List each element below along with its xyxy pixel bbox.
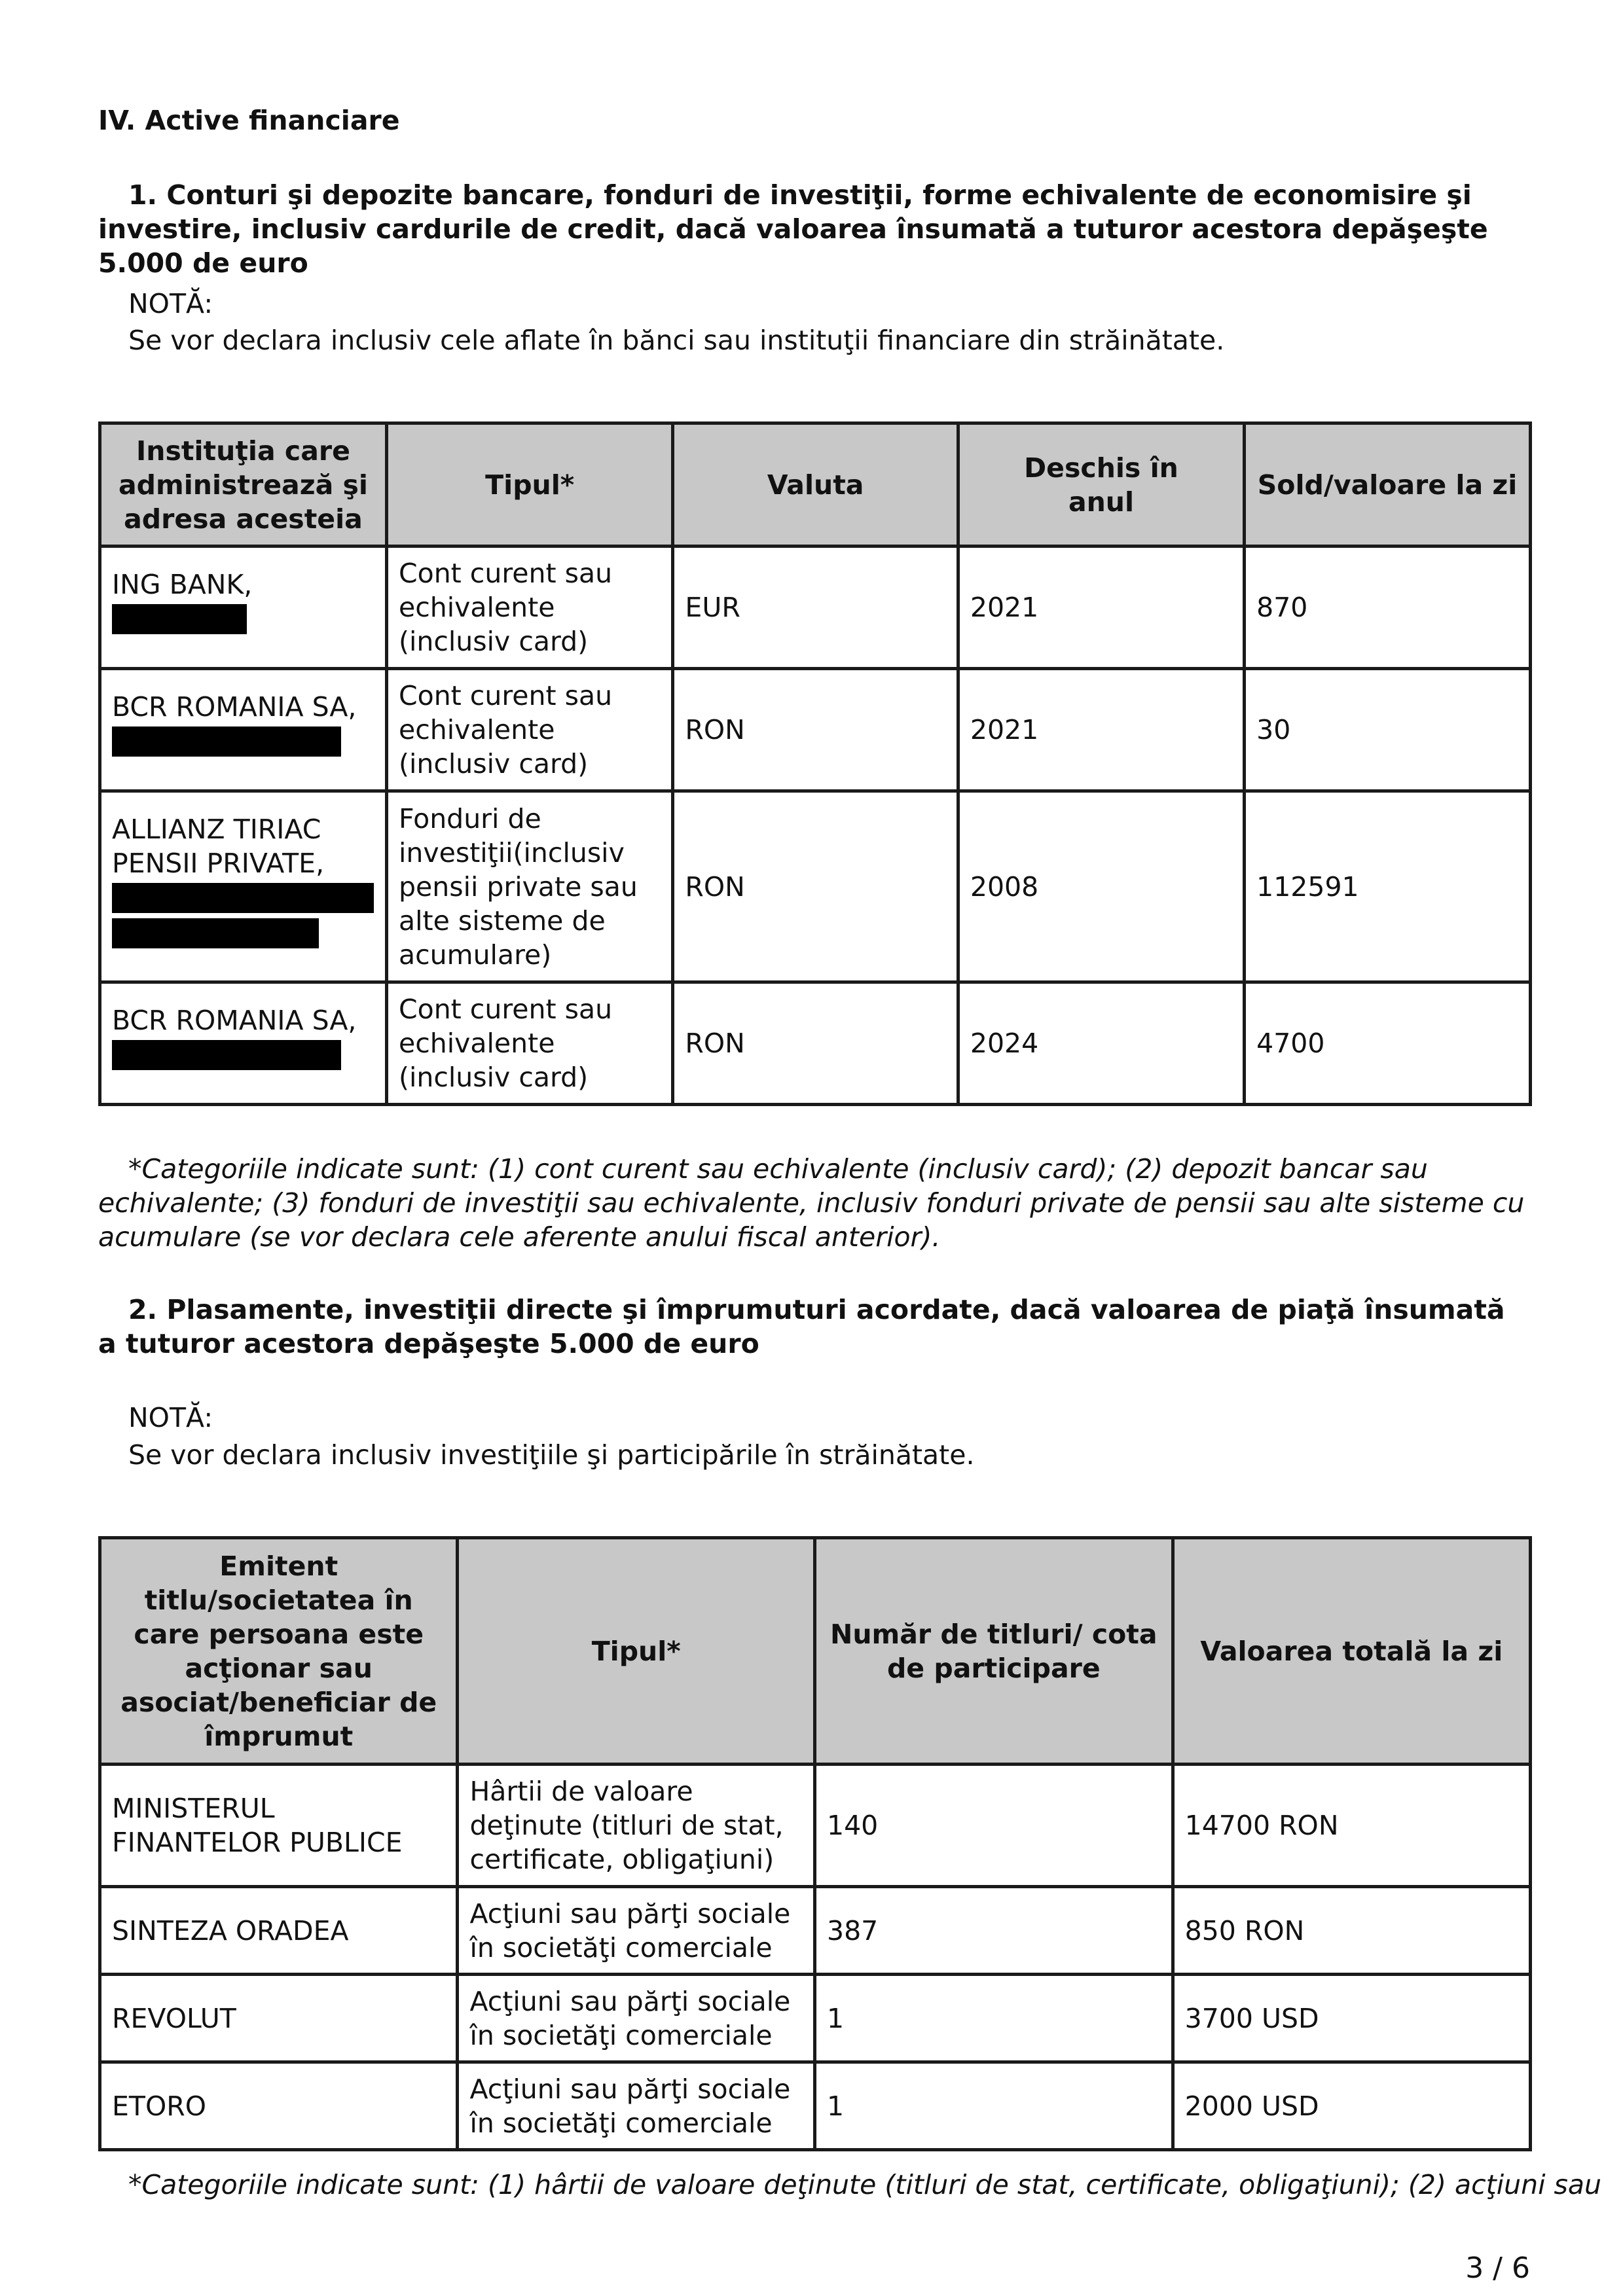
balance-cell: 30 bbox=[1245, 669, 1531, 791]
s1-note-label: NOTĂ: bbox=[128, 288, 213, 319]
year-cell: 2024 bbox=[958, 982, 1244, 1105]
institution-cell bbox=[100, 669, 387, 791]
table-row bbox=[100, 2062, 1531, 2150]
issuer-cell: MINISTERUL FINANTELOR PUBLICE bbox=[100, 1765, 458, 1887]
year-cell: 2021 bbox=[958, 547, 1244, 669]
count-cell: 1 bbox=[814, 1975, 1173, 2062]
currency-cell: EUR bbox=[673, 547, 958, 669]
s1-heading: 1. Conturi şi depozite bancare, fonduri de investiţii, forme echivalente de economisire şi investire, inclusiv cardurile de credit, dacă valoarea însumată a tuturor acestora depăşeşte 5.000 de euro bbox=[98, 179, 1488, 279]
col-header-balance: Sold/valoare la zi bbox=[1245, 423, 1531, 547]
redaction-bar bbox=[112, 883, 374, 913]
redaction-bar bbox=[112, 604, 247, 634]
redaction-bar bbox=[112, 918, 319, 948]
table-row bbox=[100, 547, 1531, 669]
currency-cell: RON bbox=[673, 982, 958, 1105]
type-cell: Cont curent sau echivalente (inclusiv card) bbox=[386, 669, 672, 791]
col-header-currency: Valuta bbox=[673, 423, 958, 547]
col-header-value: Valoarea totală la zi bbox=[1173, 1538, 1530, 1765]
type-cell: Cont curent sau echivalente (inclusiv card) bbox=[386, 982, 672, 1105]
balance-cell: 870 bbox=[1245, 547, 1531, 669]
count-cell: 387 bbox=[814, 1887, 1173, 1975]
s1-footnote: *Categoriile indicate sunt: (1) cont curent sau echivalente (inclusiv card); (2) depozit bancar sau echivalente; (3) fonduri de investiţii sau echivalente, inclusiv fonduri private de pensii sau alte sisteme cu acumulare (se vor declara cele aferente anului fiscal anterior). bbox=[98, 1153, 1525, 1253]
issuer-cell: ETORO bbox=[100, 2062, 458, 2150]
table-row bbox=[100, 1887, 1531, 1975]
institution-name: BCR ROMANIA SA, bbox=[112, 691, 357, 723]
institution-cell bbox=[100, 791, 387, 982]
page-number: 3 / 6 bbox=[1465, 2251, 1530, 2285]
s2-heading: 2. Plasamente, investiţii directe şi împrumuturi acordate, dacă valoarea de piaţă însumată a tuturor acestora depăşeşte 5.000 de euro bbox=[98, 1294, 1505, 1359]
type-cell: Acţiuni sau părţi sociale în societăţi comerciale bbox=[458, 1975, 815, 2062]
col-header-type: Tipul* bbox=[386, 423, 672, 547]
value-cell: 14700 RON bbox=[1173, 1765, 1530, 1887]
value-cell: 2000 USD bbox=[1173, 2062, 1530, 2150]
currency-cell: RON bbox=[673, 669, 958, 791]
type-cell: Acţiuni sau părţi sociale în societăţi comerciale bbox=[458, 1887, 815, 1975]
table-row bbox=[100, 669, 1531, 791]
investments-header-row bbox=[100, 1538, 1531, 1765]
issuer-cell: REVOLUT bbox=[100, 1975, 458, 2062]
col-header-type: Tipul* bbox=[458, 1538, 815, 1765]
col-header-issuer: Emitent titlu/societatea în care persoana este acţionar sau asociat/beneficiar de împrumut bbox=[100, 1538, 458, 1765]
table-row bbox=[100, 791, 1531, 982]
currency-cell: RON bbox=[673, 791, 958, 982]
type-cell: Acţiuni sau părţi sociale în societăţi comerciale bbox=[458, 2062, 815, 2150]
investments-table bbox=[98, 1536, 1532, 2151]
year-cell: 2021 bbox=[958, 669, 1244, 791]
institution-cell bbox=[100, 547, 387, 669]
type-cell: Hârtii de valoare deţinute (titluri de stat, certificate, obligaţiuni) bbox=[458, 1765, 815, 1887]
accounts-header-row bbox=[100, 423, 1531, 547]
count-cell: 1 bbox=[814, 2062, 1173, 2150]
value-cell: 850 RON bbox=[1173, 1887, 1530, 1975]
redaction-bar bbox=[112, 726, 341, 757]
s1-note-text: Se vor declara inclusiv cele aflate în bănci sau instituţii financiare din străinătate. bbox=[128, 325, 1225, 356]
type-cell: Cont curent sau echivalente (inclusiv card) bbox=[386, 547, 672, 669]
type-cell: Fonduri de investiţii(inclusiv pensii private sau alte sisteme de acumulare) bbox=[386, 791, 672, 982]
year-cell: 2008 bbox=[958, 791, 1244, 982]
accounts-table bbox=[98, 422, 1532, 1106]
balance-cell: 112591 bbox=[1245, 791, 1531, 982]
section-title: IV. Active financiare bbox=[98, 105, 400, 136]
table-row bbox=[100, 1975, 1531, 2062]
institution-name: ING BANK, bbox=[112, 569, 253, 600]
institution-name: BCR ROMANIA SA, bbox=[112, 1005, 357, 1036]
s2-note-text: Se vor declara inclusiv investiţiile şi participările în străinătate. bbox=[128, 1439, 975, 1471]
redaction-bar bbox=[112, 1040, 341, 1070]
institution-cell bbox=[100, 982, 387, 1105]
col-header-institution: Instituţia care administrează şi adresa acesteia bbox=[100, 423, 387, 547]
balance-cell: 4700 bbox=[1245, 982, 1531, 1105]
issuer-cell: SINTEZA ORADEA bbox=[100, 1887, 458, 1975]
s2-footnote: *Categoriile indicate sunt: (1) hârtii de valoare deţinute (titluri de stat, certificate, obligaţiuni); (2) acţiuni sau bbox=[128, 2169, 1601, 2200]
value-cell: 3700 USD bbox=[1173, 1975, 1530, 2062]
table-row bbox=[100, 982, 1531, 1105]
s2-note-label: NOTĂ: bbox=[128, 1402, 213, 1433]
count-cell: 140 bbox=[814, 1765, 1173, 1887]
table-row bbox=[100, 1765, 1531, 1887]
institution-name: ALLIANZ TIRIAC PENSII PRIVATE, bbox=[112, 814, 325, 879]
col-header-count: Număr de titluri/ cota de participare bbox=[814, 1538, 1173, 1765]
col-header-year: Deschis în anul bbox=[958, 423, 1244, 547]
